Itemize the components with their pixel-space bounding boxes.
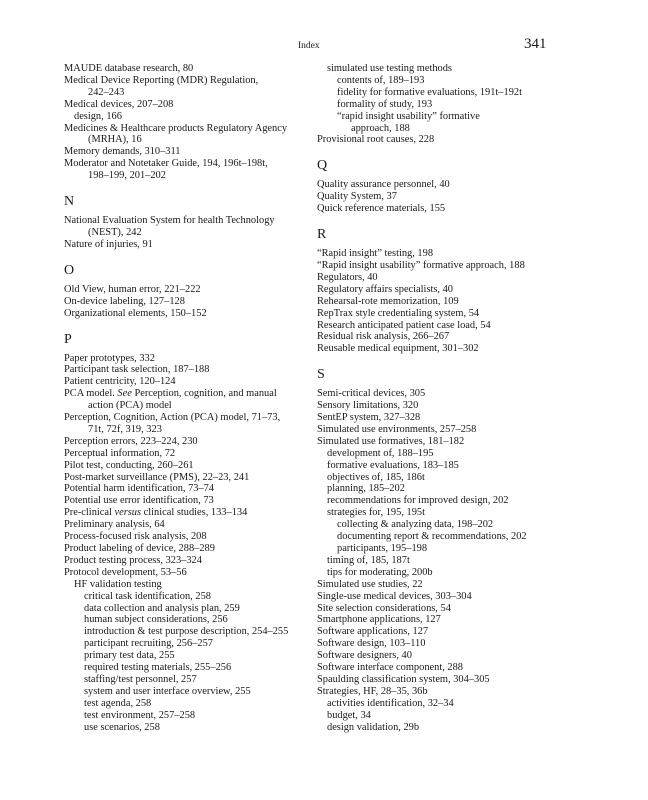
index-subsubentry: use scenarios, 258 (84, 721, 160, 733)
section-letter-s: S (317, 367, 325, 383)
index-subentry: activities identification, 32–34 (327, 697, 454, 709)
index-entry: Regulators, 40 (317, 271, 378, 283)
index-entry: Post-market surveillance (PMS), 22–23, 241 (64, 471, 250, 483)
index-entry: Quality assurance personnel, 40 (317, 179, 450, 191)
index-entry: Residual risk analysis, 266–267 (317, 331, 450, 343)
index-entry: PCA model. See Perception, cognition, and manual (64, 388, 277, 400)
index-entry: Quick reference materials, 155 (317, 203, 446, 215)
index-entry: Simulated use environments, 257–258 (317, 423, 477, 435)
index-entry: Provisional root causes, 228 (317, 134, 435, 146)
index-subentry: objectives of, 185, 186t (327, 471, 425, 483)
index-entry: Quality System, 37 (317, 191, 397, 203)
index-entry: SentEP system, 327–328 (317, 412, 421, 424)
index-subsubentry: system and user interface overview, 255 (84, 685, 251, 697)
index-entry: MAUDE database research, 80 (64, 63, 194, 74)
index-entry: Rehearsal-rote memorization, 109 (317, 295, 459, 307)
index-entry: Smartphone applications, 127 (317, 614, 441, 626)
index-entry: Perception errors, 223–224, 230 (64, 435, 198, 447)
index-subentry: strategies for, 195, 195t (327, 507, 425, 519)
index-subsubentry: “rapid insight usability” formative (337, 110, 480, 122)
index-subsubentry: participant recruiting, 256–257 (84, 638, 213, 650)
running-header-title: Index (298, 41, 320, 51)
index-entry: “Rapid insight” testing, 198 (317, 248, 434, 260)
index-entry: Process-focused risk analysis, 208 (64, 531, 207, 543)
index-column-right (317, 63, 567, 734)
index-subentry: development of, 188–195 (327, 447, 434, 459)
index-entry: Memory demands, 310–311 (64, 146, 181, 158)
index-entry: Participant task selection, 187–188 (64, 364, 210, 376)
index-subsubentry: participants, 195–198 (337, 543, 428, 554)
index-entry-cont: 71t, 72f, 319, 323 (88, 423, 162, 435)
index-subsubentry: introduction & test purpose description, 254–255 (84, 626, 289, 638)
index-subsubentry: test environment, 257–258 (84, 709, 196, 721)
index-subentry: formative evaluations, 183–185 (327, 459, 459, 471)
index-entry: Spaulding classification system, 304–305 (317, 673, 490, 685)
index-subsubentry: contents of, 189–193 (337, 74, 425, 86)
index-entry: Preliminary analysis, 64 (64, 519, 165, 531)
index-entry-cont: (NEST), 242 (88, 226, 142, 238)
index-entry: Medical Device Reporting (MDR) Regulation, (64, 74, 259, 86)
index-entry: Medical devices, 207–208 (64, 98, 174, 110)
index-entry: Pilot test, conducting, 260–261 (64, 459, 194, 471)
index-entry: Software design, 103–110 (317, 638, 426, 650)
index-entry: “Rapid insight usability” formative approach, 188 (317, 259, 525, 271)
index-entry-cont: 198–199, 201–202 (88, 170, 166, 182)
index-subsubentry: formality of study, 193 (337, 98, 433, 110)
index-subsubentry: required testing materials, 255–256 (84, 662, 232, 674)
index-entry: Medicines & Healthcare products Regulatory Agency (64, 122, 288, 134)
index-entry: Pre-clinical versus clinical studies, 133–134 (64, 507, 248, 519)
index-subsubentry: collecting & analyzing data, 198–202 (337, 519, 494, 531)
index-subsubentry: fidelity for formative evaluations, 191t–192t (337, 86, 522, 98)
index-entry: Potential use error identification, 73 (64, 495, 214, 507)
index-entry: Software applications, 127 (317, 626, 429, 638)
index-entry: Perceptual information, 72 (64, 447, 176, 459)
index-entry: Nature of injuries, 91 (64, 238, 153, 250)
index-subsubentry: data collection and analysis plan, 259 (84, 602, 240, 614)
index-subentry: design, 166 (74, 110, 122, 122)
index-entry: On-device labeling, 127–128 (64, 295, 185, 307)
index-subentry: HF validation testing (74, 578, 162, 590)
index-entry: Product testing process, 323–324 (64, 554, 202, 566)
index-entry-cont: approach, 188 (351, 122, 410, 134)
index-entry: Potential harm identification, 73–74 (64, 483, 215, 495)
index-entry: Research anticipated patient case load, 54 (317, 319, 491, 331)
index-entry: Paper prototypes, 332 (64, 352, 155, 364)
index-subsubentry: critical task identification, 258 (84, 590, 211, 602)
index-column-left (64, 63, 309, 734)
section-letter-q: Q (317, 158, 328, 174)
section-letter-o: O (64, 262, 75, 278)
index-entry: Old View, human error, 221–222 (64, 283, 201, 295)
index-entry: Semi-critical devices, 305 (317, 388, 426, 400)
index-entry: Patient centricity, 120–124 (64, 376, 176, 388)
index-subentry: design validation, 29b (327, 721, 420, 733)
index-entry: National Evaluation System for health Technology (64, 215, 275, 227)
index-entry: Protocol development, 53–56 (64, 566, 187, 578)
section-letter-p: P (64, 331, 72, 347)
index-subsubentry: test agenda, 258 (84, 697, 152, 709)
index-subentry: tips for moderating, 200b (327, 566, 433, 578)
section-letter-n: N (64, 194, 75, 210)
index-subentry: budget, 34 (327, 709, 371, 721)
index-subentry: simulated use testing methods (327, 63, 452, 74)
index-entry: Reusable medical equipment, 301–302 (317, 343, 479, 355)
index-entry: Software interface component, 288 (317, 662, 463, 674)
index-entry: Strategies, HF, 28–35, 36b (317, 685, 428, 697)
index-subentry: timing of, 185, 187t (327, 554, 410, 566)
index-subentry: recommendations for improved design, 202 (327, 495, 509, 507)
index-subentry: planning, 185–202 (327, 483, 405, 495)
index-entry-cont: (MRHA), 16 (88, 134, 142, 146)
index-subsubentry: staffing/test personnel, 257 (84, 673, 197, 685)
index-entry: Simulated use studies, 22 (317, 578, 423, 590)
index-entry: Product labeling of device, 288–289 (64, 543, 215, 554)
index-entry: Software designers, 40 (317, 650, 412, 662)
index-entry: Sensory limitations, 320 (317, 400, 419, 412)
index-subsubentry: primary test data, 255 (84, 650, 175, 662)
index-entry-cont: action (PCA) model (88, 400, 172, 412)
index-entry: Moderator and Notetaker Guide, 194, 196t–198t, (64, 158, 268, 170)
index-subsubentry: documenting report & recommendations, 202 (337, 531, 527, 543)
index-entry: Perception, Cognition, Action (PCA) model, 71–73, (64, 412, 281, 424)
index-subsubentry: human subject considerations, 256 (84, 614, 228, 626)
index-entry: Site selection considerations, 54 (317, 602, 451, 614)
index-entry-cont: 242–243 (88, 86, 125, 98)
index-entry: Regulatory affairs specialists, 40 (317, 283, 454, 295)
page-number: 341 (524, 36, 547, 52)
index-entry: Organizational elements, 150–152 (64, 307, 207, 319)
section-letter-r: R (317, 227, 327, 243)
index-entry: RepTrax style credentialing system, 54 (317, 307, 480, 319)
index-entry: Single-use medical devices, 303–304 (317, 590, 472, 602)
index-entry: Simulated use formatives, 181–182 (317, 435, 465, 447)
